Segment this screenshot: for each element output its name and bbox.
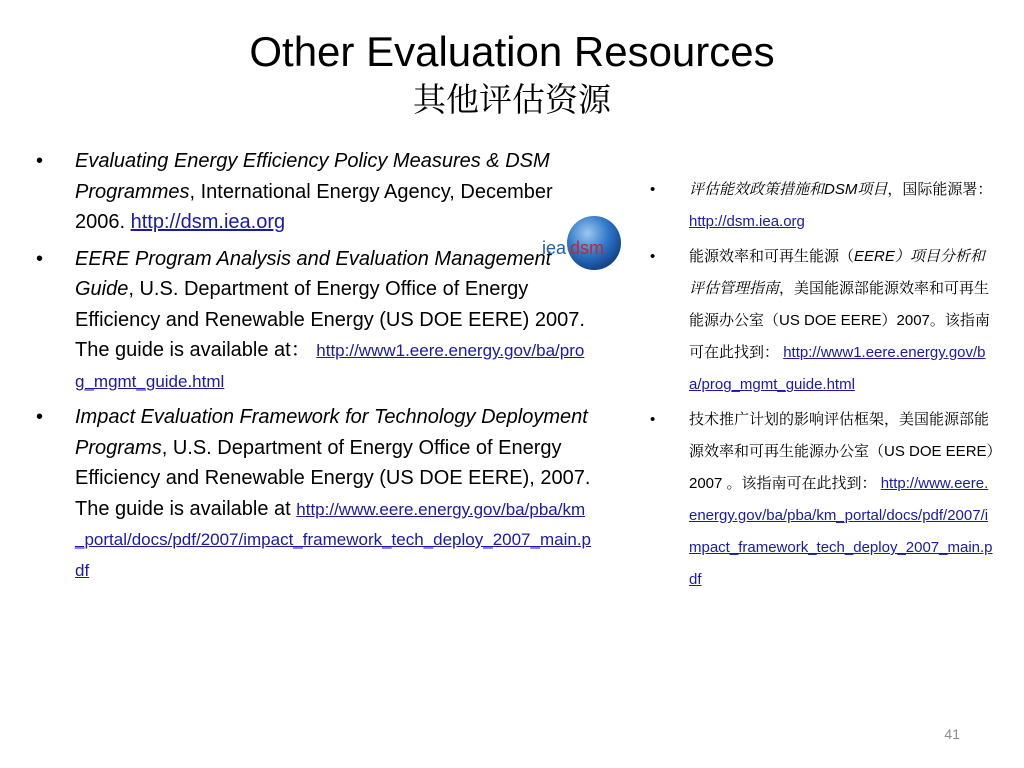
resource-description: , International Energy Agency, December 2006. (75, 180, 553, 233)
globe-icon (540, 214, 624, 272)
resource-title: EERE）项目分析和评估管理指南 (689, 248, 985, 297)
english-resource-list (36, 146, 591, 591)
bullet-icon: • (36, 406, 44, 428)
resource-link[interactable]: http://dsm.iea.org (689, 213, 805, 230)
resource-link[interactable]: http://www.eere.energy.gov/ba/pba/km_portal/docs/pdf/2007/impact_framework_tech_deploy_2007_main.pdf (75, 499, 591, 580)
resource-description: , U.S. Department of Energy Office of Energy Efficiency and Renewable Energy (US DOE EERE) 2007. The guide is available at： (75, 278, 585, 361)
chinese-resource-list (650, 174, 995, 599)
page-number: 41 (944, 726, 960, 742)
resource-description: ，美国能源部能源效率和可再生能源办公室（US DOE EERE）2007。该指南可在此找到： (689, 280, 990, 361)
title-english: Other Evaluation Resources (249, 28, 775, 75)
bullet-icon: • (36, 247, 44, 270)
bullet-icon: • (650, 181, 656, 198)
list-item (36, 146, 591, 238)
title-chinese: 其他评估资源 (413, 80, 611, 119)
resource-link[interactable]: http://dsm.iea.org (130, 211, 286, 233)
resource-title: Evaluating Energy Efficiency Policy Measures & DSM Programmes (75, 150, 550, 203)
resource-description: , U.S. Department of Energy Office of Energy Efficiency and Renewable Energy (US DOE EERE), 2007. The guide is available at (75, 436, 591, 520)
resource-link[interactable]: http://www.eere.energy.gov/ba/pba/km_portal/docs/pdf/2007/impact_framework_tech_deploy_2007_main.pdf (689, 475, 993, 588)
iea-dsm-logo (540, 214, 624, 272)
resource-link[interactable]: http://www1.eere.energy.gov/ba/prog_mgmt_guide.html (689, 344, 986, 393)
resource-title: EERE Program Analysis and Evaluation Management Guide (75, 247, 552, 300)
list-item (650, 174, 995, 238)
resource-title: Impact Evaluation Framework for Technology Deployment Programs (75, 406, 588, 459)
bullet-icon: • (36, 150, 44, 172)
bullet-icon: • (650, 411, 656, 428)
resource-title: 评估能效政策措施和DSM项目 (689, 181, 888, 198)
list-item (36, 402, 591, 585)
list-item (36, 244, 591, 397)
resource-description: 技术推广计划的影响评估框架，美国能源部能源效率和可再生能源办公室（US DOE EERE）2007 。该指南可在此找到： (689, 411, 995, 492)
logo-text-dsm: dsm (570, 238, 605, 258)
resource-prefix: 能源效率和可再生能源（ (689, 248, 855, 265)
slide-title (0, 26, 1024, 122)
list-item (650, 404, 995, 596)
bullet-icon: • (650, 248, 656, 265)
logo-text-iea: iea (542, 238, 567, 258)
resource-link[interactable]: http://www1.eere.energy.gov/ba/prog_mgmt_guide.html (75, 341, 585, 391)
list-item (650, 241, 995, 401)
resource-description: ，国际能源署： (887, 181, 993, 198)
